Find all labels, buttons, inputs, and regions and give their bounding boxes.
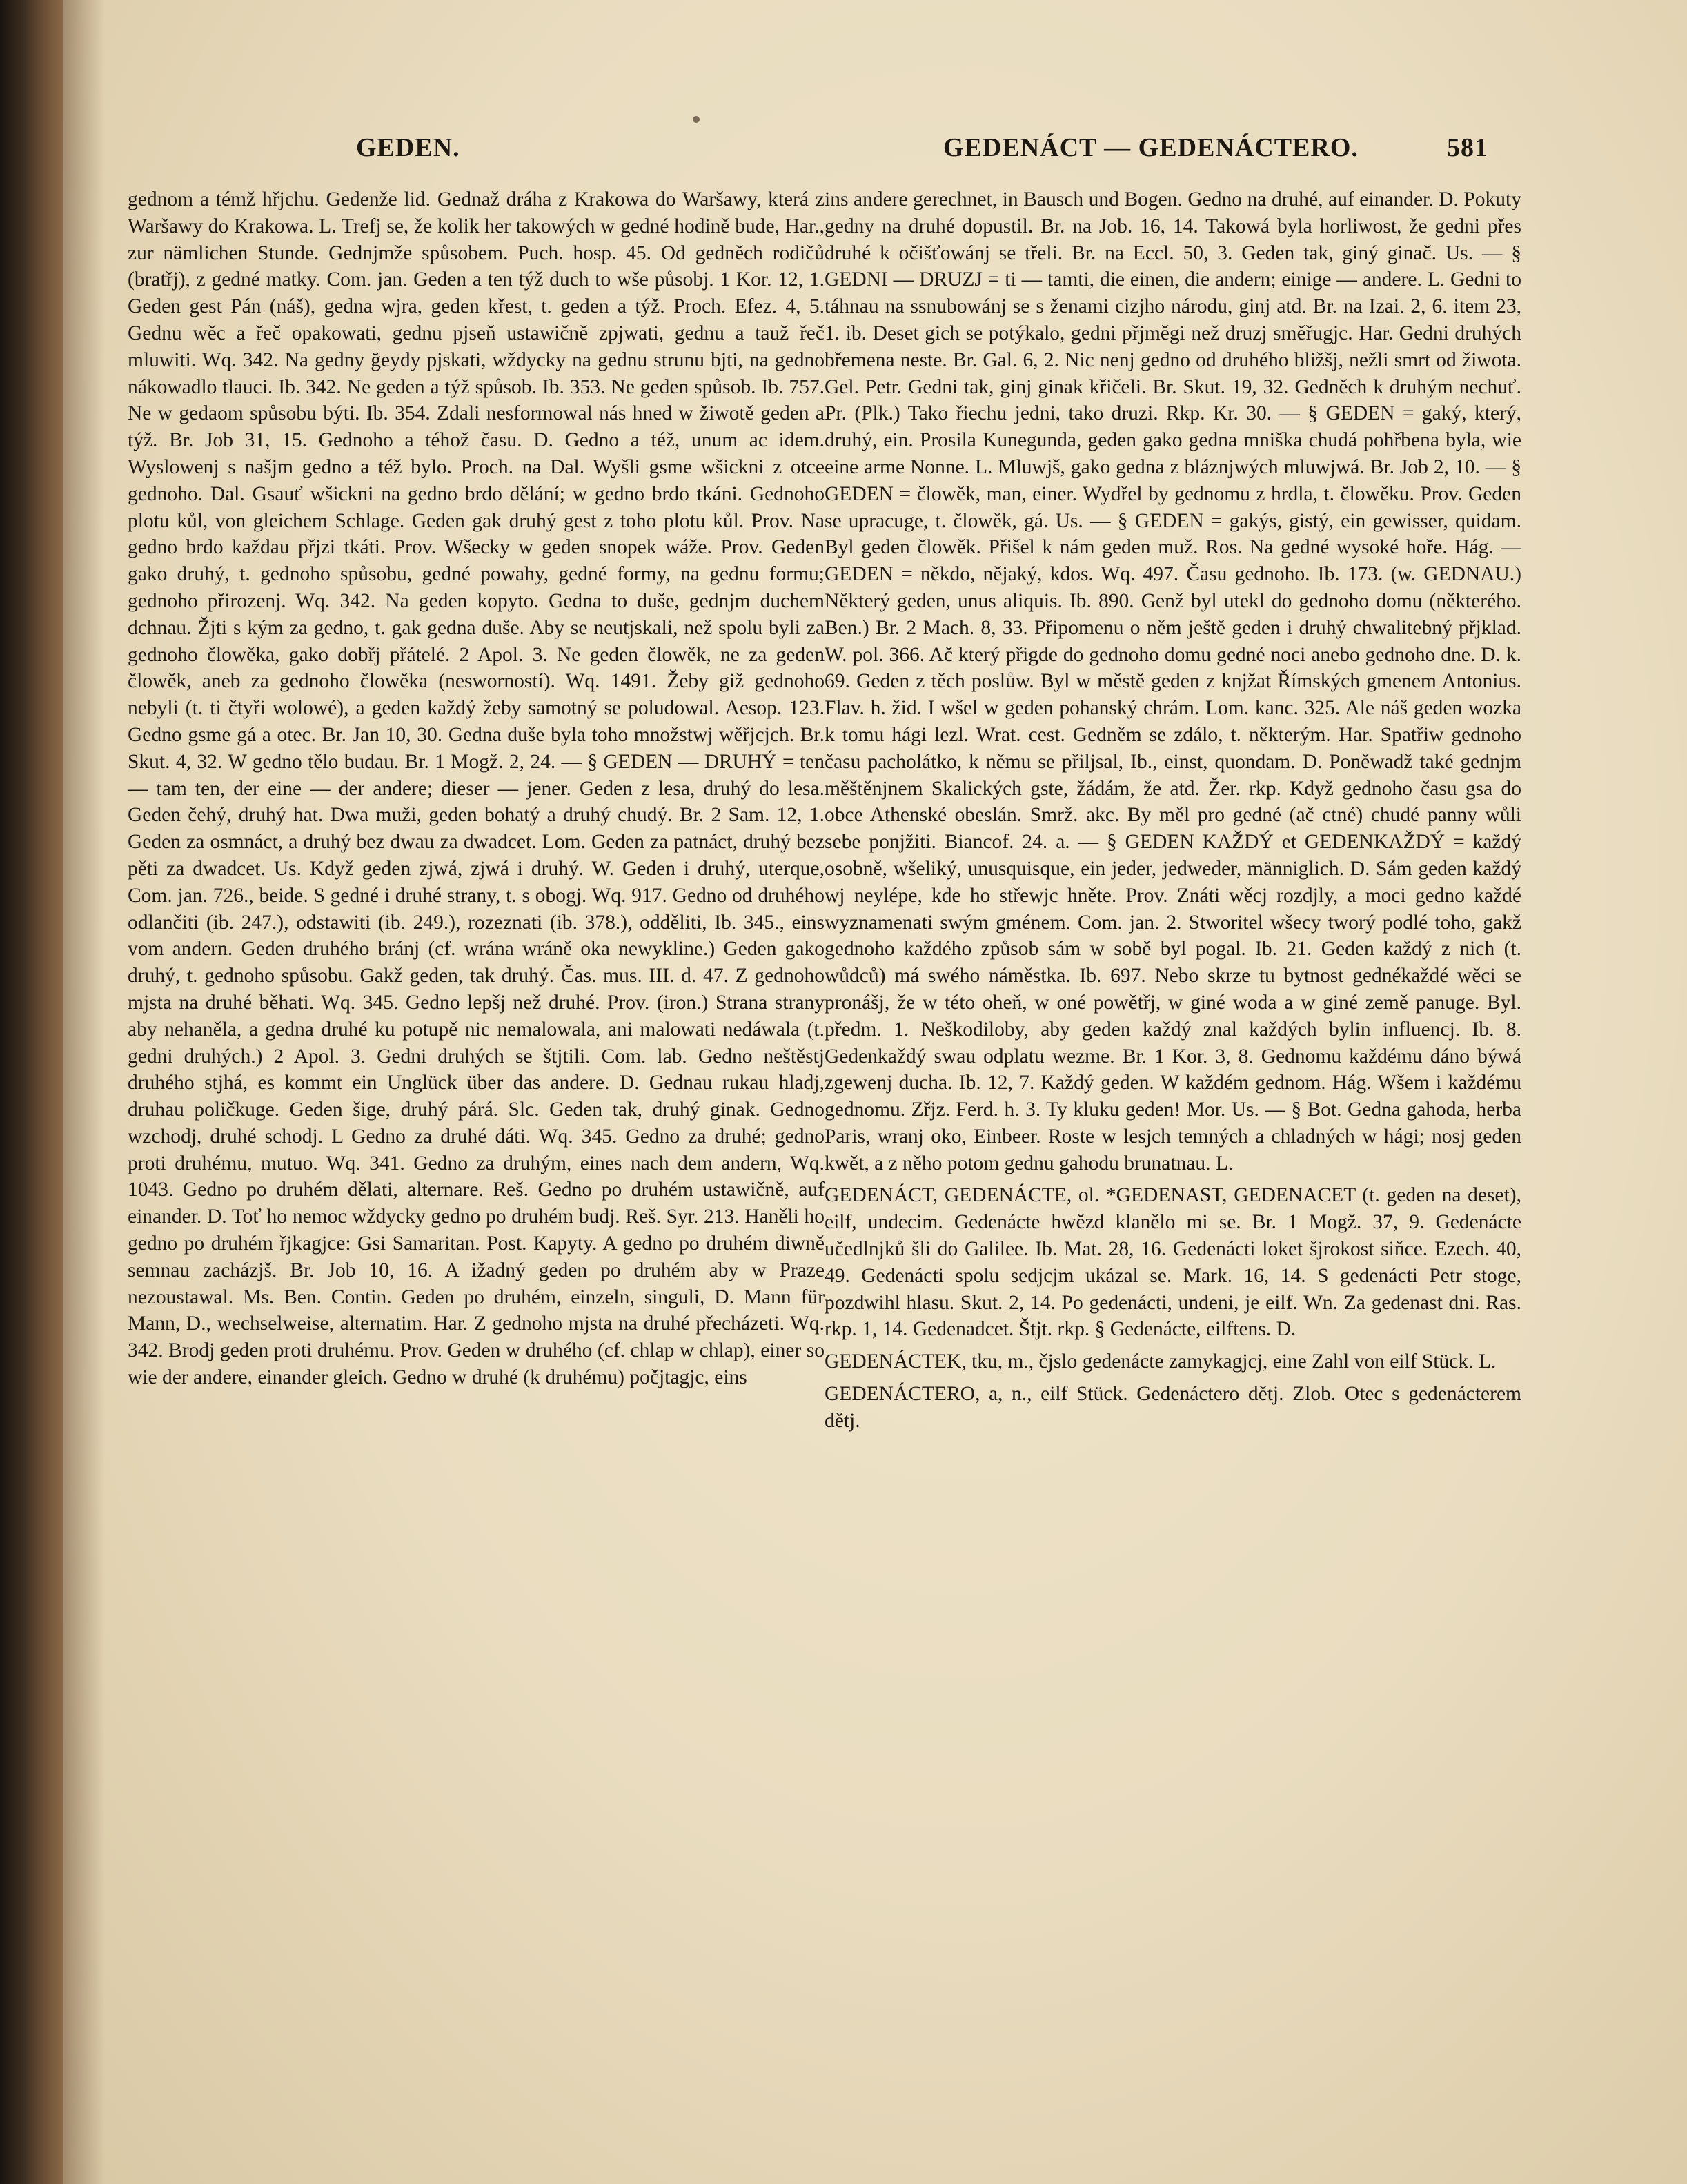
dictionary-page: [63, 0, 1687, 2184]
entry-gedenactero: GEDENÁCTERO, a, n., eilf Stück. Gedenáctero dětj. Zlob. Otec s gedenácterem dětj.: [825, 1383, 1521, 1432]
printer-mark-dot: [693, 116, 700, 123]
book-spine-gutter: [0, 0, 63, 2184]
entry-geden-conclusion: ins andere gerechnet, in Bausch und Bogen. Gedno na druhé, auf einander. D. Pokuty gedny na druhé dopustil. Br. na Job. 16, 14. Takowá byla horliwost, že gedni přes druhé k očišťowánj se třeli. Br. na Eccl. 50, 3. Geden tak, giný ginač. Us. — § GEDNI — DRUZJ = ti — tamti, die einen, die andern; einige — andere. L. Gedni to táhnau na ssnubowánj se s ženami cizjho národu, ginj atd. Br. na Izai. 2, 6. item 23, 1. ib. Deset gich se potýkalo, gedni přjměgi než druzj směřugjc. Har. Gedni druhých břemena neste. Br. Gal. 6, 2. Nic nenj gedno od druhého bližšj, nežli smrt od žiwota. Gel. Petr. Gedni tak, ginj ginak křičeli. Br. Skut. 19, 32. Gedněch k druhým nechuť. Pr. (Plk.) Tako řiechu jedni, tako druzi. Rkp. Kr. 30. — § GEDEN = gaký, který, druhý, ein. Prosila Kunegunda, geden gako gedna mniška chudá pohřbena byla, wie eine arme Nonne. L. Mluwjš, gako gedna z bláznjwých mluwjwá. Br. Job 2, 10. — § GEDEN = člowěk, man, einer. Wydřel by gednomu z hrdla, t. člowěku. Prov. Geden se upracuge, t. člowěk, gá. Us. — § GEDEN = gakýs, gistý, ein gewisser, quidam. Byl geden člowěk. Přišel k nám geden muž. Ros. Na gedné wysoké hoře. Hág. — GEDEN = někdo, nějaký, kdos. Wq. 497. Času gednoho. Ib. 173. (w. GEDNAU.) Některý geden, unus aliquis. Ib. 890. Genž byl utekl do gednoho domu (některého. Ben.) Br. 2 Mach. 8, 33. Připomenu o něm ještě geden i druhý chwalitebný přjklad. W. pol. 366. Ač který přigde do gednoho domu gedné noci anebo gednoho dne. D. k. 69. Geden z těch poslůw. Byl w městě geden z knjžat Římských gmenem Antonius. Flav. h. žid. I wšel w geden pohanský chrám. Lom. kanc. 325. Ale náš geden wozka k tomu hági lezl. Wrat. cest. Gedněm se zdálo, t. některým. Har. Spatřiw gednoho času pacholátko, k němu se přiljsal, Ib., einst, quondam. D. Poněwadž také gednjm měštěnjnem Skalických gste, žádám, že atd. Žer. rkp. Když gednoho času gsa do obce Athenské obeslán. Smrž. akc. By měl pro gedné (ač ctné) chudé panny wůli sebe ponjžiti. Biancof. 24. a. — § GEDEN KAŽDÝ et GEDENKAŽDÝ = každý osobně, wšeliký, unusquisque, ein jeder, jedweder, männiglich. D. Sám geden každý wj neylépe, kde ho střewjc hněte. Prov. Znáti wěcj rozdjly, a moci gedno každé wyznamenati swým gménem. Com. jan. 2. Stworitel wšecy tworý podlé toho, gakž gednoho každého způsob sám w sobě byl pogal. Ib. 21. Geden každý z nich (t. wůdců) má swého náměstka. Ib. 697. Nebo skrze tu bytnost gednékaždé wěci se pronášj, že w této oheň, w oné powětřj, w giné woda a w giné země panuge. Byl. předm. 1. Neškodiloby, aby geden každý znal každých bylin influencj. Ib. 8. Gedenkaždý swau odplatu wezme. Br. 1 Kor. 3, 8. Gednomu každému dáno býwá zgewenj ducha. Ib. 12, 7. Každý geden. W každém gednom. Hág. Wšem i každému gednomu. Zřjz. Ferd. h. 3. Ty kluku geden! Mor. Us. — § Bot. Gedna gahoda, herba Paris, wranj oko, Einbeer. Roste w lesjch temných a chladných w hági; nosj geden kwět, a z něho potom gednu gahodu brunatnau. L.: [825, 188, 1521, 1174]
page-number: 581: [1447, 133, 1488, 162]
left-column: [128, 186, 825, 1391]
right-column: [825, 186, 1521, 1435]
entry-geden-continued: gednom a témž hřjchu. Gedenže lid. Gednaž dráha z Krakowa do Waršawy, která z Waršawy do Krakowa. L. Trefj se, že kolik her takowých w gedné hodině bude, Har., zur nämlichen Stunde. Gednjmže spůsobem. Puch. hosp. 45. Od gedněch rodičů (bratřj), z gedné matky. Com. jan. Geden a ten týž duch to wše působj. 1 Kor. 12, 1. Geden gest Pán (náš), gedna wjra, geden křest, t. geden a týž. Proch. Efez. 4, 5. Gednu wěc a řeč opakowati, gednu pjseň ustawičně zpjwati, gednu a tauž řeč mluwiti. Wq. 342. Na gedny ğeydy pjskati, wždycky na gednu strunu bjti, na gedno nákowadlo tlauci. Ib. 342. Ne geden a týž spůsob. Ib. 353. Ne geden spůsob. Ib. 757. Ne w gedaom spůsobu býti. Ib. 354. Zdali nesformowal nás hned w žiwotě geden a týž. Br. Job 31, 15. Gednoho a téhož času. D. Gedno a též, unum ac idem. Wyslowenj s našjm gedno a též bylo. Proch. na Dal. Wyšli gsme wšickni z otce gednoho. Dal. Gsauť wšickni na gedno brdo dělání; w gedno brdo tkáni. Gednoho plotu kůl, von gleichem Schlage. Geden gak druhý gest z toho plotu kůl. Prov. Na gedno brdo každau přjzi tkáti. Prov. Wšecky w geden snopek wáže. Prov. Geden gako druhý, t. gednoho spůsobu, gedné powahy, gedné formy, na gednu formu; gednoho přirozenj. Wq. 342. Na geden kopyto. Gedna to duše, gednjm duchem dchnau. Žjti s kým za gedno, t. gak gedna duše. Aby se neutjskali, než spolu byli za gednoho člowěka, gako dobřj přátelé. 2 Apol. 3. Ne geden člowěk, ne za geden člowěk, aneb za gednoho člowěka (nesworností). Wq. 1491. Žeby giž gednoho nebyli (t. ti čtyři wolowé), a geden každý žeby samotný se poludowal. Aesop. 123. Gedno gsme gá a otec. Br. Jan 10, 30. Gedna duše byla toho množstwj wěřjcjch. Br. Skut. 4, 32. W gedno tělo budau. Br. 1 Mogž. 2, 24. — § GEDEN — DRUHÝ = ten — tam ten, der eine — der andere; dieser — jener. Geden z lesa, druhý do lesa. Geden čehý, druhý hat. Dwa muži, geden bohatý a druhý chudý. Br. 2 Sam. 12, 1. Geden za osmnáct, a druhý bez dwau za dwadcet. Lom. Geden za patnáct, druhý bez pěti za dwadcet. Us. Když geden zjwá, zjwá i druhý. W. Geden i druhý, uterque, Com. jan. 726., beide. S gedné i druhé strany, t. s obogj. Wq. 917. Gedno od druhého odlančiti (ib. 247.), odstawiti (ib. 249.), rozeznati (ib. 378.), odděliti, Ib. 345., eins vom andern. Geden druhého bránj (cf. wrána wráně oka newykline.) Geden gako druhý, t. gednoho spůsobu. Gakž geden, tak druhý. Čas. mus. III. d. 47. Z gednoho mjsta na druhé běhati. Wq. 345. Gedno lepšj než druhé. Prov. (iron.) Strana strany aby nehaněla, a gedna druhé ku potupě nic nemalowala, ani malowati nedáwala (t. gedni druhých.) 2 Apol. 3. Gedni druhých se štjtili. Com. lab. Gedno neštěstj druhého stjhá, es kommt ein Unglück über das andere. D. Gednau rukau hladj, druhau poličkuge. Geden šige, druhý párá. Slc. Geden tak, druhý ginak. Gedno wzchodj, druhé schodj. L Gedno za druhé dáti. Wq. 345. Gedno za druhé; gedno proti druhému, mutuo. Wq. 341. Gedno za druhým, eines nach dem andern, Wq. 1043. Gedno po druhém dělati, alternare. Reš. Gedno po druhém ustawičně, auf einander. D. Toť ho nemoc wždycky gedno po druhém budj. Reš. Syr. 213. Haněli ho gedno po druhém řjkagjce: Gsi Samaritan. Post. Kapyty. A gedno po druhém diwně semnau zacházjš. Br. Job 10, 16. A ižadný geden po druhém aby w Praze nezoustawal. Ms. Ben. Contin. Geden po druhém, einzeln, singuli, D. Mann für Mann, D., wechselweise, alternatim. Har. Z gednoho mjsta na druhé přecházeti. Wq. 342. Brodj geden proti druhému. Prov. Geden w druhého (cf. chlap w chlap), einer so wie der andere, einander gleich. Gedno w druhé (k druhému) počjtagjc, eins: [128, 188, 825, 1389]
entry-gedenactek: GEDENÁCTEK, tku, m., čjslo gedenácte zamykagjcj, eine Zahl von eilf Stück. L.: [825, 1350, 1497, 1373]
running-header: [63, 132, 1687, 174]
entry-gedenact: GEDENÁCT, GEDENÁCTE, ol. *GEDENAST, GEDENACET (t. geden na deset), eilf, undecim. Gedenácte hwězd klanělo mi se. Br. 1 Mogž. 37, 9. Gedenácte učedlnjků šli do Galilee. Ib. Mat. 28, 16. Gedenácti loket šjrokost siňce. Ezech. 40, 49. Gedenácti spolu sedjcjm ukázal se. Mark. 16, 14. S gedenácti Petr stoge, pozdwihl hlasu. Skut. 2, 14. Po gedenácti, undeni, je eilf. Wn. Za gedenast dni. Ras. rkp. 1, 14. Gedenadcet. Štjt. rkp. § Gedenácte, eilftens. D.: [825, 1184, 1521, 1341]
header-center-keywords: GEDENÁCT — GEDENÁCTERO.: [943, 133, 1359, 162]
header-left-keyword: GEDEN.: [356, 133, 460, 162]
